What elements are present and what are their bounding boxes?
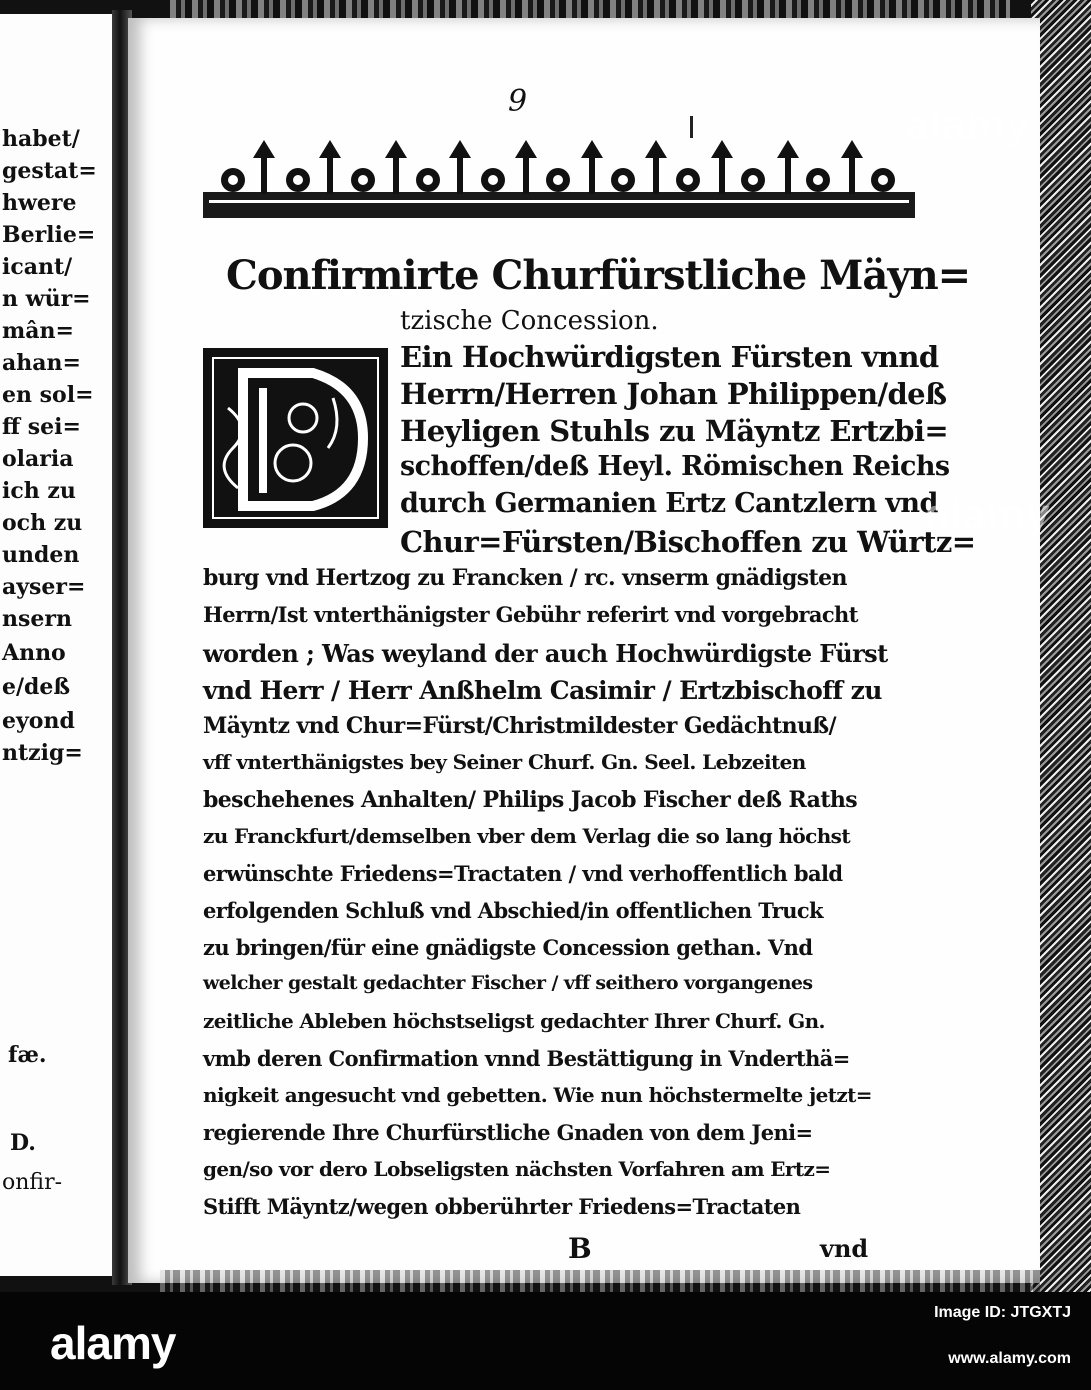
signature-mark: B xyxy=(568,1232,592,1265)
body-line: vmb deren Confirmation vnnd Bestättigung in Vnderthä= xyxy=(203,1046,850,1071)
body-line: erwünschte Friedens=Tractaten / vnd verhoffentlich bald xyxy=(203,861,843,886)
body-line: Chur=Fürsten/Bischoffen zu Würtz= xyxy=(400,525,976,559)
title-line-1: Confirmirte Churfürstliche Mäyn= xyxy=(226,252,971,299)
body-line: gen/so vor dero Lobseligsten nächsten Vorfahren am Ertz= xyxy=(203,1157,831,1181)
page-edge-bottom xyxy=(160,1270,1040,1292)
page-mark xyxy=(690,116,693,138)
body-line: durch Germanien Ertz Cantzlern vnd xyxy=(400,488,938,519)
left-page-line: fæ. xyxy=(8,1042,47,1068)
body-line: Stifft Mäyntz/wegen obberührter Friedens=Tractaten xyxy=(203,1194,801,1219)
left-page-line: hwere xyxy=(2,190,77,216)
left-page-line: ff sei= xyxy=(2,414,81,440)
body-line: Mäyntz vnd Chur=Fürst/Christmildester Gedächtnuß/ xyxy=(203,713,836,739)
catchword: vnd xyxy=(820,1234,869,1263)
image-id: Image ID: JTGXTJ xyxy=(934,1304,1071,1321)
watermark-overlay: alamy xyxy=(905,100,1030,149)
body-line: zu bringen/für eine gnädigste Concession gethan. Vnd xyxy=(203,935,813,960)
left-page-line: och zu xyxy=(2,510,83,536)
left-page-line: e/deß xyxy=(2,674,71,700)
page-number: 9 xyxy=(508,84,528,119)
watermark-footer xyxy=(0,1292,1091,1390)
body-line: burg vnd Hertzog zu Francken / rc. vnserm gnädigsten xyxy=(203,565,847,591)
body-line: zeitliche Ableben höchstseligst gedachter Ihrer Churf. Gn. xyxy=(203,1009,825,1033)
left-page-line: ntzig= xyxy=(2,740,83,766)
left-page-line: nsern xyxy=(2,606,72,632)
body-line: vff vnterthänigstes bey Seiner Churf. Gn. Seel. Lebzeiten xyxy=(203,750,806,774)
body-line: Herrn/Ist vnterthänigster Gebühr referirt vnd vorgebracht xyxy=(203,602,858,627)
left-page-line: ich zu xyxy=(2,478,76,504)
left-page-line: unden xyxy=(2,542,80,568)
left-page-line: en sol= xyxy=(2,382,94,408)
marbled-edge xyxy=(1031,0,1091,1292)
left-page-line: habet/ xyxy=(2,126,80,152)
title-line-2: tzische Concession. xyxy=(400,306,659,336)
left-page xyxy=(0,14,112,1276)
body-line: vnd Herr / Herr Anßhelm Casimir / Ertzbischoff zu xyxy=(203,676,882,705)
body-line: Ein Hochwürdigsten Fürsten vnnd xyxy=(400,340,939,374)
left-page-line: n wür= xyxy=(2,286,91,312)
body-line: Heyligen Stuhls zu Mäyntz Ertzbi= xyxy=(400,414,949,448)
left-page-line: gestat= xyxy=(2,158,97,184)
headpiece-ornament xyxy=(203,140,915,225)
body-line: zu Franckfurt/demselben vber dem Verlag die so lang höchst xyxy=(203,824,850,848)
left-page-line: mân= xyxy=(2,318,74,344)
body-line: erfolgenden Schluß vnd Abschied/in offentlichen Truck xyxy=(203,898,824,923)
watermark-overlay: alamy xyxy=(925,490,1050,539)
body-line: schoffen/deß Heyl. Römischen Reichs xyxy=(400,451,950,482)
alamy-logo: alamy xyxy=(50,1317,176,1369)
left-page-line: olaria xyxy=(2,446,74,472)
left-page-line: eyond xyxy=(2,708,75,734)
site-url: www.alamy.com xyxy=(948,1350,1071,1367)
left-page-line: D. xyxy=(10,1130,36,1156)
left-page-line: ayser= xyxy=(2,574,86,600)
body-line: regierende Ihre Churfürstliche Gnaden von dem Jeni= xyxy=(203,1120,813,1145)
body-line: beschehenes Anhalten/ Philips Jacob Fischer deß Raths xyxy=(203,787,858,813)
left-page-line: icant/ xyxy=(2,254,73,280)
body-line: Herrn/Herren Johan Philippen/deß xyxy=(400,377,947,411)
body-line: welcher gestalt gedachter Fischer / vff seithero vorgangenes xyxy=(203,972,813,994)
left-page-line: ahan= xyxy=(2,350,81,376)
left-page-line: onfir- xyxy=(2,1170,63,1195)
body-line: worden ; Was weyland der auch Hochwürdigste Fürst xyxy=(203,639,888,668)
body-line: nigkeit angesucht vnd gebetten. Wie nun höchstermelte jetzt= xyxy=(203,1083,872,1107)
left-page-line: Berlie= xyxy=(2,222,96,248)
decorated-initial xyxy=(203,348,388,528)
left-page-line: Anno xyxy=(2,640,66,666)
